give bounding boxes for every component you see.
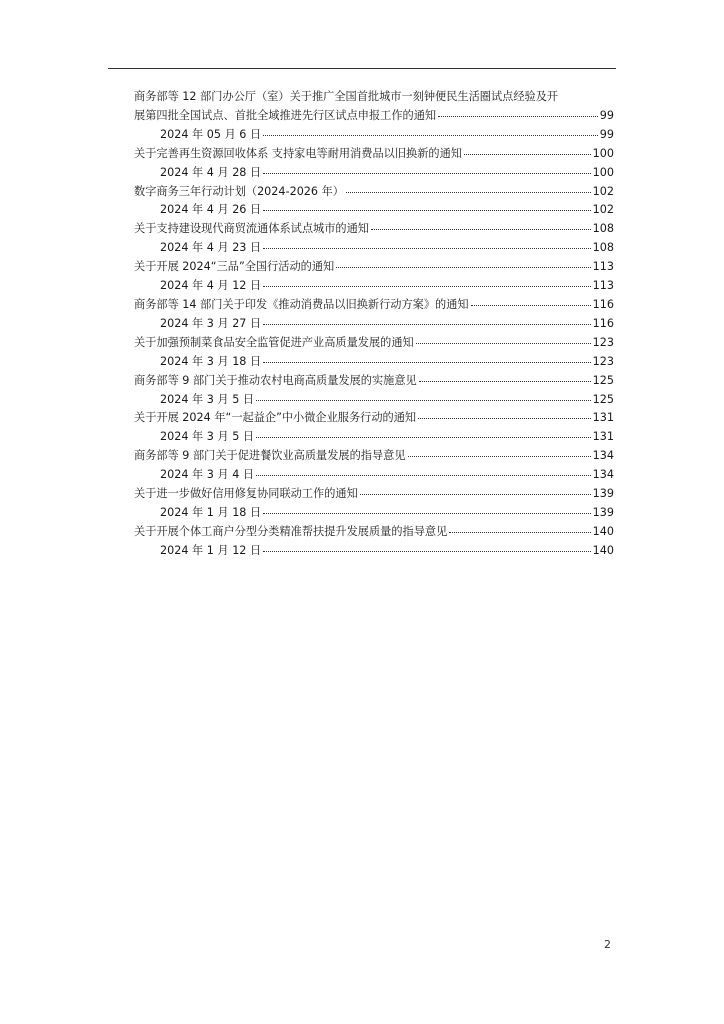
toc-page-number[interactable]: 116: [592, 316, 614, 330]
toc-date-line[interactable]: [134, 315, 614, 334]
toc-date[interactable]: 2024 年 05 月 6 日: [160, 127, 262, 141]
leader-dots: [263, 172, 590, 174]
toc-date-line[interactable]: [134, 466, 614, 485]
toc-date-line[interactable]: [134, 542, 614, 561]
toc-title-line[interactable]: [134, 523, 614, 542]
leader-dots: [449, 531, 590, 533]
toc-title-line[interactable]: [134, 296, 614, 315]
toc-date-line[interactable]: [134, 164, 614, 183]
toc-page-number[interactable]: 116: [592, 297, 614, 311]
toc-title[interactable]: 关于加强预制菜食品安全监管促进产业高质量发展的通知: [134, 335, 414, 349]
toc-date[interactable]: 2024 年 3 月 5 日: [160, 430, 255, 444]
toc-entry[interactable]: [134, 296, 614, 334]
toc-page-number[interactable]: 100: [592, 146, 614, 160]
leader-dots: [408, 455, 591, 457]
toc-title[interactable]: 商务部等 9 部门关于促进餐饮业高质量发展的指导意见: [134, 449, 406, 463]
toc-title[interactable]: 商务部等 9 部门关于推动农村电商高质量发展的实施意见: [134, 373, 417, 387]
toc-entry[interactable]: [134, 334, 614, 372]
toc-title[interactable]: 关于进一步做好信用修复协同联动工作的通知: [134, 487, 358, 501]
toc-title-line[interactable]: [134, 183, 614, 202]
toc-title[interactable]: 关于支持建设现代商贸流通体系试点城市的通知: [134, 222, 369, 236]
toc-title[interactable]: 数字商务三年行动计划（2024-2026 年）: [134, 184, 344, 198]
toc-page-number[interactable]: 100: [592, 165, 614, 179]
leader-dots: [371, 228, 591, 230]
leader-dots: [471, 304, 591, 306]
toc-page-number[interactable]: 123: [592, 354, 614, 368]
toc-date[interactable]: 2024 年 4 月 26 日: [160, 203, 262, 217]
leader-dots: [360, 493, 591, 495]
toc-date[interactable]: 2024 年 4 月 12 日: [160, 279, 262, 293]
toc-title-line[interactable]: [134, 372, 614, 391]
toc-title-line[interactable]: [134, 88, 614, 107]
toc-date[interactable]: 2024 年 3 月 27 日: [160, 316, 262, 330]
leader-dots: [438, 115, 598, 117]
toc-title[interactable]: 商务部等 14 部门关于印发《推动消费品以旧换新行动方案》的通知: [134, 297, 469, 311]
toc-date-line[interactable]: [134, 391, 614, 410]
page-number: 2: [604, 938, 611, 951]
toc-date[interactable]: 2024 年 4 月 28 日: [160, 165, 262, 179]
toc-entry[interactable]: [134, 183, 614, 221]
toc-date[interactable]: 2024 年 1 月 12 日: [160, 543, 262, 557]
toc-date[interactable]: 2024 年 3 月 5 日: [160, 392, 255, 406]
leader-dots: [263, 247, 590, 249]
leader-dots: [418, 417, 591, 419]
toc-page-number[interactable]: 108: [592, 241, 614, 255]
toc-page-number[interactable]: 102: [592, 184, 614, 198]
toc-title[interactable]: 关于开展 2024 年“一起益企”中小微企业服务行动的通知: [134, 411, 417, 425]
toc-page-number[interactable]: 134: [592, 449, 614, 463]
toc-date[interactable]: 2024 年 3 月 18 日: [160, 354, 262, 368]
toc-title-line[interactable]: [134, 485, 614, 504]
toc-page-number[interactable]: 139: [592, 487, 614, 501]
toc-page-number[interactable]: 125: [592, 392, 614, 406]
leader-dots: [263, 361, 590, 363]
toc-entry[interactable]: [134, 409, 614, 447]
toc-title-line[interactable]: [134, 258, 614, 277]
leader-dots: [263, 134, 598, 136]
toc-page-number[interactable]: 102: [592, 203, 614, 217]
header-rule: [108, 68, 616, 69]
toc-title-line[interactable]: [134, 409, 614, 428]
toc-page-number[interactable]: 123: [592, 335, 614, 349]
toc-page-number[interactable]: 134: [592, 468, 614, 482]
toc-title[interactable]: 关于开展个体工商户分型分类精准帮扶提升发展质量的指导意见: [134, 524, 448, 538]
leader-dots: [263, 512, 590, 514]
toc-entry[interactable]: [134, 220, 614, 258]
toc-date-line[interactable]: [134, 239, 614, 258]
toc-date[interactable]: 2024 年 1 月 18 日: [160, 505, 262, 519]
toc-page-number[interactable]: 99: [599, 108, 614, 122]
toc-date[interactable]: 2024 年 4 月 23 日: [160, 241, 262, 255]
toc-date-line[interactable]: [134, 201, 614, 220]
toc-title-line[interactable]: [134, 220, 614, 239]
toc-title-line[interactable]: [134, 145, 614, 164]
leader-dots: [256, 436, 591, 438]
leader-dots: [464, 153, 591, 155]
toc-page-number[interactable]: 139: [592, 505, 614, 519]
toc-page-number[interactable]: 108: [592, 222, 614, 236]
leader-dots: [336, 266, 590, 268]
leader-dots: [346, 191, 591, 193]
toc-date-line[interactable]: [134, 353, 614, 372]
toc-page-number[interactable]: 99: [599, 127, 614, 141]
toc-entry[interactable]: [134, 88, 614, 145]
toc-page-number[interactable]: 131: [592, 411, 614, 425]
leader-dots: [416, 342, 591, 344]
toc-title[interactable]: 展第四批全国试点、首批全域推进先行区试点申报工作的通知: [134, 108, 437, 122]
toc-title-line[interactable]: [134, 447, 614, 466]
toc-date-line[interactable]: [134, 428, 614, 447]
toc-page-number[interactable]: 113: [592, 260, 614, 274]
toc-entry[interactable]: [134, 523, 614, 561]
toc-title[interactable]: 关于开展 2024“三品”全国行活动的通知: [134, 260, 335, 274]
toc-title-line[interactable]: [134, 107, 614, 126]
toc-date-line[interactable]: [134, 126, 614, 145]
toc-entry[interactable]: [134, 447, 614, 485]
leader-dots: [256, 474, 591, 476]
toc-title[interactable]: 商务部等 12 部门办公厅（室）关于推广全国首批城市一刻钟便民生活圈试点经验及开: [134, 90, 559, 103]
toc-page-number[interactable]: 125: [592, 373, 614, 387]
toc-date-line[interactable]: [134, 277, 614, 296]
toc-page-number[interactable]: 113: [592, 279, 614, 293]
toc-page-number[interactable]: 140: [592, 524, 614, 538]
leader-dots: [419, 380, 591, 382]
toc-entry[interactable]: [134, 485, 614, 523]
leader-dots: [263, 285, 590, 287]
table-of-contents: [134, 88, 614, 561]
leader-dots: [263, 209, 590, 211]
toc-page-number[interactable]: 131: [592, 430, 614, 444]
toc-entry[interactable]: [134, 145, 614, 183]
leader-dots: [256, 399, 591, 401]
toc-entry[interactable]: [134, 372, 614, 410]
toc-entry[interactable]: [134, 258, 614, 296]
leader-dots: [263, 550, 590, 552]
toc-date-line[interactable]: [134, 504, 614, 523]
leader-dots: [263, 323, 590, 325]
toc-page-number[interactable]: 140: [592, 543, 614, 557]
toc-date[interactable]: 2024 年 3 月 4 日: [160, 468, 255, 482]
toc-title-line[interactable]: [134, 334, 614, 353]
toc-title[interactable]: 关于完善再生资源回收体系 支持家电等耐用消费品以旧换新的通知: [134, 146, 462, 160]
